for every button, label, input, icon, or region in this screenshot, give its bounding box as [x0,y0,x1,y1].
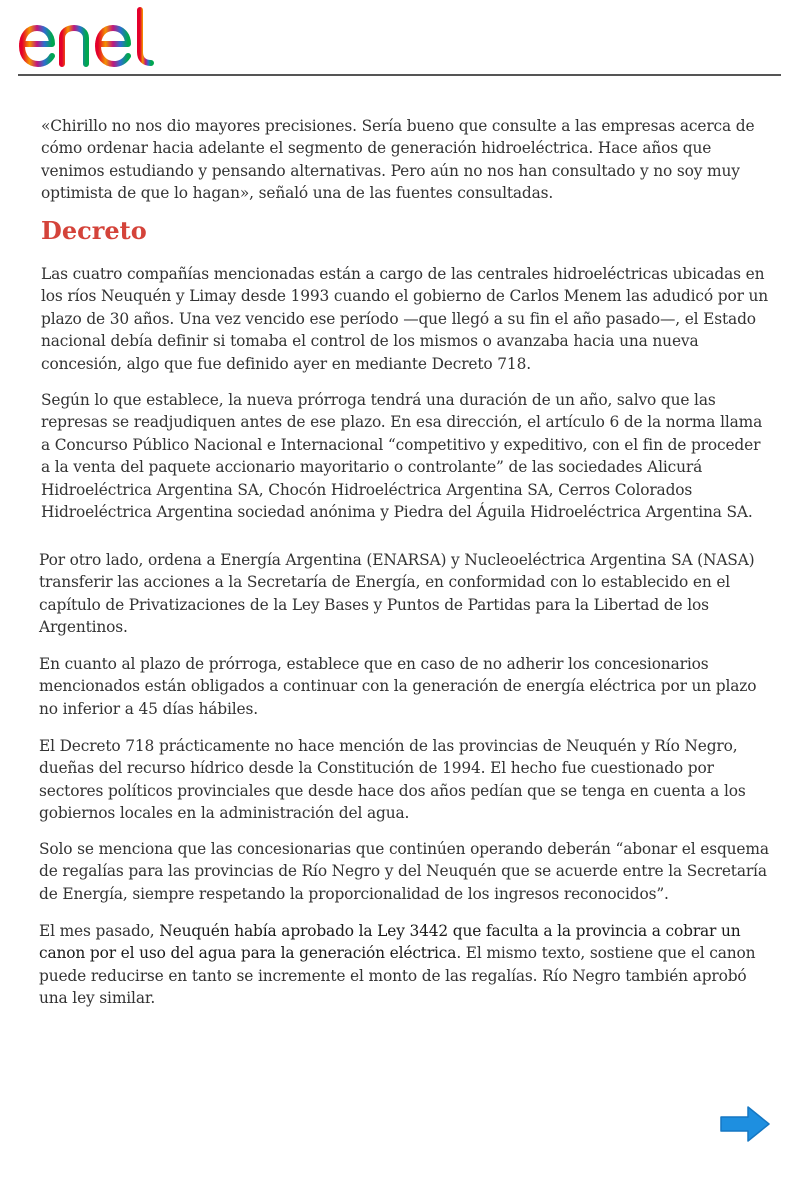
page-header [18,0,781,76]
intro-paragraph: «Chirillo no nos dio mayores precisiones. Sería bueno que consulte a las empresas acerca de cómo ordenar hacia adelante el segmento de generación hidroeléctrica. Hace años que venimos estudiando y pensando alternativas. Pero aún no nos han consultado y no soy muy optimista de que lo hagan», señaló una de las fuentes consultadas. [41,117,755,203]
paragraph-2: Según lo que establece, la nueva prórroga tendrá una duración de un año, salvo que las represas se readjudiquen antes de ese plazo. En esa dirección, el artículo 6 de la norma llama a Concurso Público Nacional e Internacional “competitivo y expeditivo, con el fin de proceder a la venta del paquete accionario mayoritario o controlante” de las sociedades Alicurá Hidroeléctrica Argentina SA, Chocón Hidroeléctrica Argentina SA, Cerros Colorados Hidroeléctrica Argentina sociedad anónima y Piedra del Águila Hidroeléctrica Argentina SA. [41,391,763,522]
paragraph-7-start: El mes pasado, [39,922,160,940]
paragraph-3: Por otro lado, ordena a Energía Argentina (ENARSA) y Nucleoeléctrica Argentina SA (NASA) transferir las acciones a la Secretaría de Energía, en conformidad con lo establecido en el capítulo de Privatizaciones de la Ley Bases y Puntos de Partidas para la Libertad de los Argentinos. [39,551,755,637]
paragraph-6: Solo se menciona que las concesionarias que continúen operando deberán “abonar el esquema de regalías para las provincias de Río Negro y del Neuquén que se acuerde entre la Secretaría de Energía, siempre respetando la proporcionalidad de los ingresos reconocidos”. [39,840,769,903]
section-heading: Decreto [41,216,147,245]
paragraph-5: El Decreto 718 prácticamente no hace mención de las provincias de Neuquén y Río Negro, dueñas del recurso hídrico desde la Constitución de 1994. El hecho fue cuestionado por sectores políticos provinciales que desde hace dos años pedían que se tenga en cuenta a los gobiernos locales en la administración del agua. [39,737,746,823]
arrow-right-icon [718,1104,772,1144]
paragraph-4: En cuanto al plazo de prórroga, establece que en caso de no adherir los concesionarios mencionados están obligados a continuar con la generación de energía eléctrica por un plazo no inferior a 45 días hábiles. [39,655,757,718]
paragraph-1: Las cuatro compañías mencionadas están a cargo de las centrales hidroeléctricas ubicadas en los ríos Neuquén y Limay desde 1993 cuando el gobierno de Carlos Menem las adudicó por un plazo de 30 años. Una vez vencido ese período —que llegó a su fin el año pasado—, el Estado nacional debía definir si tomaba el control de los mismos o avanzaba hacia una nueva concesión, algo que fue definido ayer en mediante Decreto 718. [41,265,769,373]
enel-logo [18,6,178,68]
paragraph-7 [39,920,769,1010]
paragraph-7-highlight: Neuquén había aprobado la Ley 3442 que faculta a la provincia a cobrar un canon por el uso del agua para la generación eléctrica [39,922,741,963]
next-page-button[interactable] [718,1104,772,1144]
paragraph-7-end: . El mismo texto, sostiene que el canon puede reducirse en tanto se incremente el monto de las regalías. Río Negro también aprobó una ley similar. [39,944,756,1008]
